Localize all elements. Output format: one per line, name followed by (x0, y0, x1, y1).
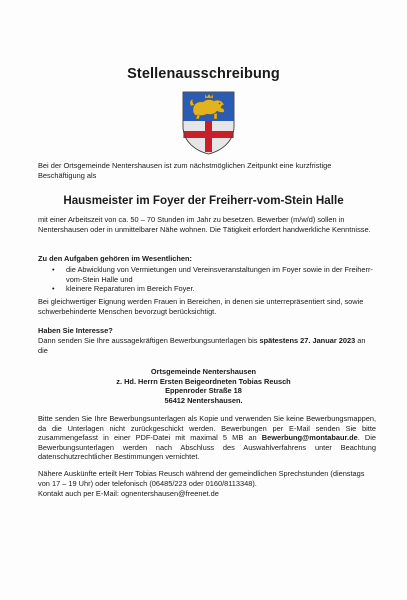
description-text: mit einer Arbeitszeit von ca. 50 – 70 Stunden im Jahr zu besetzen. Bewerber (m/w/d) sollen in Nentershausen oder in unmittelbarer Nähe wohnen. Die Tätigkeit erfordert handwerkliche Kenntnisse. (38, 215, 371, 234)
application-note-prefix: Bitte senden Sie Ihre Bewerbungsunterlagen als Kopie und verwenden Sie keine Bewerbungsmappen, da die Unterlagen nicht zurückgeschickt werden. Bewerbungen per E-Mail senden Sie bitte zusammengefasst in einer PDF-Datei mit maximal 5 MB an (38, 414, 376, 443)
address-block (0, 367, 407, 405)
equality-note: Bei gleichwertiger Eignung werden Frauen in Bereichen, in denen sie unterrepräsentiert sind, sowie schwerbehinderte Menschen bevorzugt berücksichtigt. (38, 297, 364, 316)
application-note (38, 414, 376, 462)
list-item (38, 284, 378, 294)
deadline-text (38, 336, 376, 355)
bullet-icon: • (52, 265, 55, 274)
task-text: kleinere Reparaturen im Bereich Foyer. (66, 284, 195, 294)
task-text: die Abwicklung von Vermietungen und Vereinsveranstaltungen im Foyer sowie in der Freiherr-vom-Stein Halle und (66, 265, 373, 284)
tasks-heading: Zu den Aufgaben gehören im Wesentlichen: (38, 254, 192, 263)
document-title: Stellenausschreibung (127, 66, 280, 82)
coat-of-arms-icon (181, 90, 236, 156)
application-note-suffix: . Die Bewerbungsunterlagen werden nach Abschluss des Auswahlverfahrens unter Beachtung datenschutzrechtlicher Bestimmungen vernichtet. (38, 433, 376, 462)
deadline-suffix: an die (38, 336, 366, 355)
address-line: z. Hd. Herrn Ersten Beigeordneten Tobias Reusch (116, 376, 291, 386)
list-item (38, 265, 378, 284)
tasks-list (38, 265, 378, 294)
interest-heading: Haben Sie Interesse? (38, 326, 113, 335)
deadline-date: spätestens 27. Januar 2023 (259, 336, 356, 345)
application-email-link[interactable]: Bewerbung@montabaur.de (261, 433, 358, 443)
intro-text: Bei der Ortsgemeinde Nentershausen ist zum nächstmöglichen Zeitpunkt eine kurzfristige Beschäftigung als (38, 161, 332, 180)
position-title: Hausmeister im Foyer der Freiherr-vom-Stein Halle (63, 194, 344, 207)
address-line: 56412 Nentershausen. (164, 395, 243, 405)
contact-info: Nähere Auskünfte erteilt Herr Tobias Reusch während der gemeindlichen Sprechstunden (dienstags von 17 – 19 Uhr) oder telefonisch (06485/223 oder 0160/8113348). (38, 469, 365, 488)
bullet-icon: • (52, 284, 55, 294)
deadline-prefix: Dann senden Sie Ihre aussagekräftigen Bewerbungsunterlagen bis (38, 336, 260, 345)
address-line: Eppenroder Straße 18 (165, 386, 242, 396)
contact-email-line: Kontakt auch per E-Mail: ognentershausen@freenet.de (38, 489, 219, 498)
address-line: Ortsgemeinde Nentershausen (150, 367, 257, 376)
